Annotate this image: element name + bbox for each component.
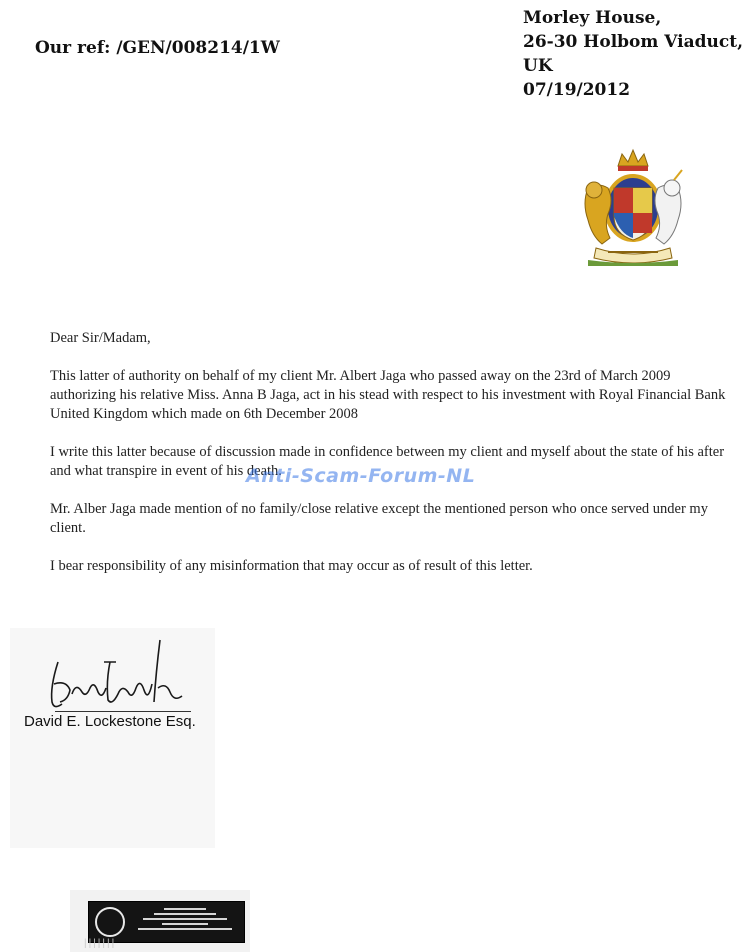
letter-paragraph: Mr. Alber Jaga made mention of no family/close relative except the mentioned person who once served under my client. (50, 501, 708, 536)
salutation: Dear Sir/Madam, (50, 330, 151, 346)
seal-text-lines (133, 906, 237, 933)
signatory-name: David E. Lockestone Esq. (24, 713, 196, 730)
letter-paragraph: This latter of authority on behalf of my client Mr. Albert Jaga who passed away on the 23rd of March 2009 authorizing his relative Miss. Anna B Jaga, act in his stead with respect to his investment with Royal Financial Bank United Kingdom which made on 6th December 2008 (50, 368, 726, 422)
reference-number: Our ref: /GEN/008214/1W (35, 38, 280, 58)
faint-corner-mark: ||||||| (84, 938, 117, 949)
address-line: Morley House, (523, 8, 662, 28)
signature-line (55, 711, 191, 712)
address-line: UK (523, 56, 553, 76)
letter-date: 07/19/2012 (523, 80, 631, 100)
address-line: 26-30 Holbom Viaduct, (523, 32, 744, 52)
letter-paragraph: I bear responsibility of any misinformation that may occur as of result of this letter. (50, 558, 533, 574)
letter-body (50, 329, 740, 595)
handwritten-signature (40, 632, 190, 712)
sender-address (523, 6, 743, 102)
letter-paragraph: I write this latter because of discussion made in confidence between my client and myself about the state of his after and what transpire in event of his death. (50, 444, 725, 479)
official-seal-stamp (88, 901, 245, 943)
watermark: Anti-Scam-Forum-NL (246, 465, 476, 487)
royal-coat-of-arms-icon (578, 148, 688, 268)
seal-emblem-icon (95, 907, 125, 937)
